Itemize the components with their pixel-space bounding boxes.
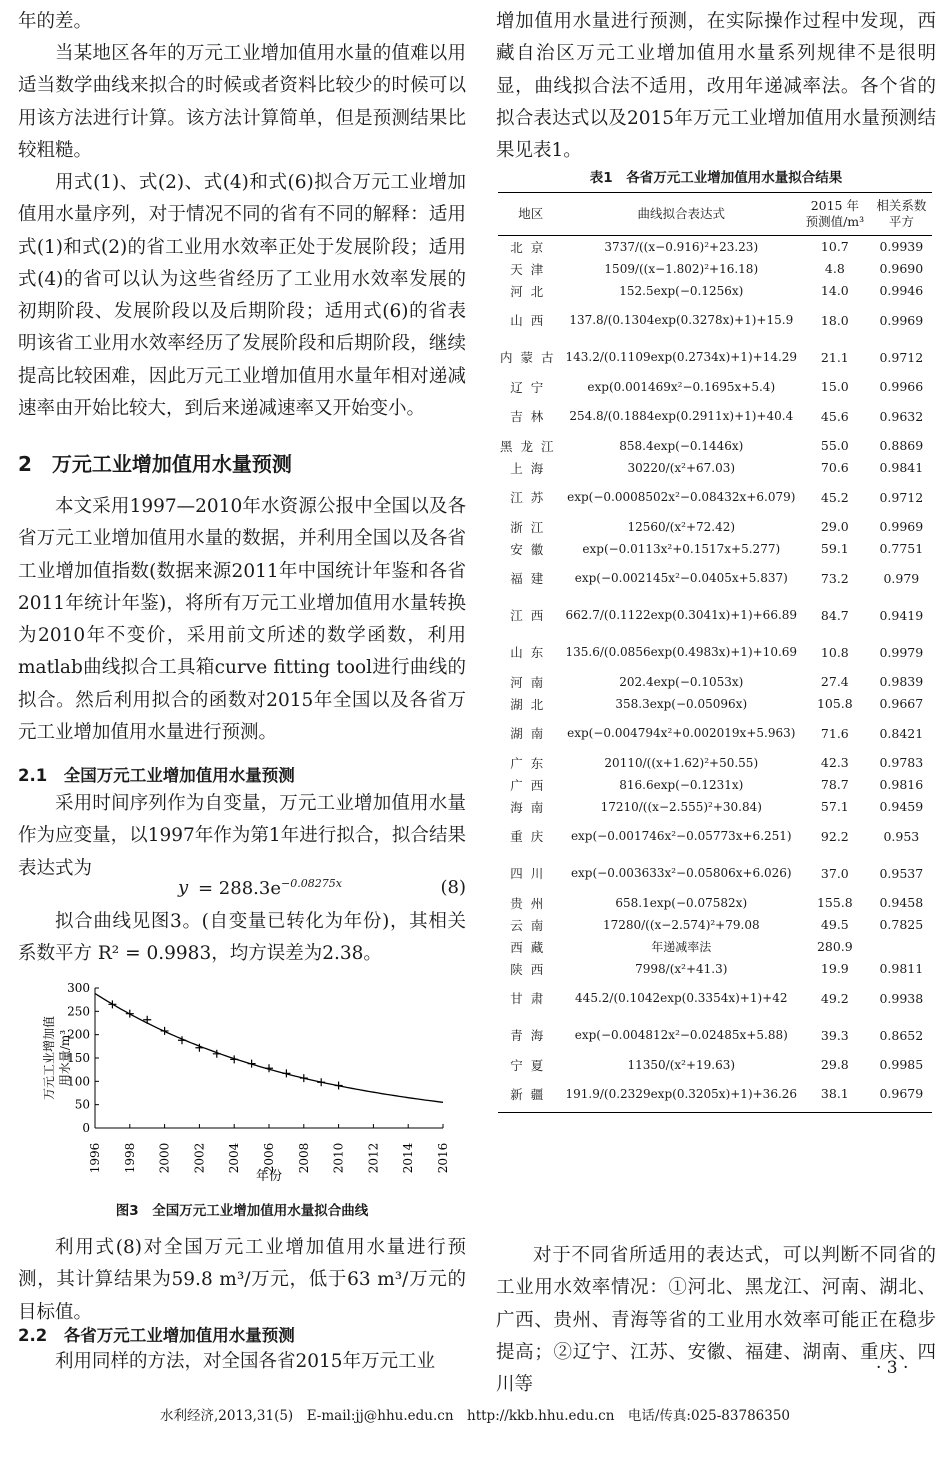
table-cell-expression: 30220/(x²+67.03) [627,460,736,475]
figure-3-chart [18,978,466,1183]
y-tick-label: 100 [67,1074,90,1089]
x-tick-label: 2006 [262,1142,276,1174]
table-cell-expression: 3737/((x−0.916)²+23.23) [604,239,759,254]
table-cell-region: 浙江 [510,519,552,535]
table-cell-r2: 0.9839 [879,674,924,689]
table-cell-prediction: 15.0 [820,379,849,394]
table-cell-prediction: 14.0 [820,283,849,298]
table-row [498,958,932,980]
table-cell-region: 山西 [510,313,552,328]
equation-rhs [198,877,342,899]
table-row [498,258,932,280]
table-cell-r2: 0.9816 [879,777,924,792]
table-cell-expression: exp(−0.004812x²−0.02485x+5.88) [574,1028,788,1042]
table-cell-region: 广西 [510,777,552,793]
table-cell-prediction: 42.3 [820,755,849,770]
table-cell-region: 吉林 [510,409,552,424]
table-cell-r2: 0.9979 [879,644,924,660]
table-cell-prediction: 27.4 [820,674,849,689]
y-tick-label: 250 [67,1004,90,1019]
table-cell-prediction: 73.2 [820,570,849,586]
x-tick-label: 1998 [122,1142,137,1174]
paragraph: 当某地区各年的万元工业增加值用水量的值难以用适当数学曲线来拟合的时候或者资料比较少的时候可以用该方法进行计算。该方法计算简单，但是预测结果比较粗糙。 [18,43,466,161]
table-cell-expression: exp(0.001469x²−0.1695x+5.4) [587,379,776,394]
paragraph: 年的差。 [18,11,93,32]
data-point-marker [248,1060,256,1068]
table-cell-region: 江西 [510,608,552,623]
table-cell-r2: 0.979 [883,570,920,586]
data-point-marker [300,1074,308,1082]
table-cell-prediction: 92.2 [820,828,849,844]
data-point-marker [143,1016,151,1024]
x-tick-label: 1996 [88,1142,102,1174]
page-number: · 3 · [876,1358,909,1378]
table-cell-r2: 0.9938 [879,990,924,1006]
table-cell-expression: 152.5exp(−0.1256x) [619,283,744,298]
table-cell-region: 湖南 [510,726,552,741]
section-heading: 2 万元工业增加值用水量预测 [18,452,292,476]
table-cell-expression: 191.9/(0.2329exp(0.3205x)+1)+36.26 [564,1076,800,1113]
table-cell-prediction: 59.1 [820,541,849,556]
table-cell-region: 天津 [510,261,552,277]
table-cell-r2: 0.9966 [879,379,924,394]
fit-curve [95,994,443,1103]
paragraph: 对于不同省所适用的表达式，可以判断不同省的工业用水效率情况：①河北、黑龙江、河南、湖北、广西、贵州、青海等省的工业用水效率可能正在稳步提高；②辽宁、江苏、安徽、福建、湖南、重庆、四川等 [496,1245,936,1396]
table-cell-prediction: 49.2 [820,990,849,1006]
table-cell-expression: exp(−0.002145x²−0.0405x+5.837) [574,571,788,585]
table-cell-prediction: 29.0 [820,519,849,534]
table-cell-expression: 20110/((x+1.62)²+50.55) [604,755,759,770]
table-cell-region: 陕西 [510,961,552,977]
x-tick-label: 2000 [157,1142,172,1174]
table-row [498,538,932,560]
x-tick-label: 2016 [436,1142,450,1174]
table-cell-expression: 7998/(x²+41.3) [635,961,728,976]
y-tick-label: 200 [67,1027,90,1042]
x-axis-label: 年份 [255,1169,283,1183]
table-cell-prediction: 155.8 [816,895,853,910]
table-cell-r2: 0.8652 [879,1027,924,1043]
table-cell-prediction: 45.2 [820,489,849,505]
data-point-marker [126,1010,134,1018]
table-row [498,376,932,398]
table-cell-region: 辽宁 [510,379,552,395]
data-point-marker [335,1082,343,1090]
figure-caption: 图3 全国万元工业增加值用水量拟合曲线 [115,1203,369,1219]
table-row [498,796,932,818]
x-tick-label: 2010 [331,1142,346,1174]
table-row [498,597,932,634]
paragraph: 利用同样的方法，对全国各省2015年万元工业 [55,1351,436,1372]
table-cell-region: 广东 [510,755,552,771]
table-1 [498,192,932,1113]
table-row [498,302,932,339]
table-row [498,516,932,538]
table-cell-r2: 0.9939 [879,239,924,255]
table-row [498,693,932,715]
table-row [498,457,932,479]
table-cell-prediction: 37.0 [820,865,849,881]
table-cell-expression: 816.6exp(−0.1231x) [619,777,744,792]
table-header: 曲线拟合表达式 [564,193,800,236]
table-cell-r2: 0.9841 [879,460,924,475]
table-cell-region: 上海 [510,460,552,476]
table-cell-prediction: 45.6 [820,408,849,424]
table-cell-expression: 858.4exp(−0.1446x) [619,438,744,453]
table-cell-prediction: 10.8 [820,644,849,660]
table-row [498,936,932,958]
subsection-heading: 2.1 全国万元工业增加值用水量预测 [18,766,295,785]
table-cell-r2: 0.9537 [879,865,924,881]
table-cell-region: 福建 [510,571,552,586]
table-cell-r2: 0.953 [883,828,920,844]
table-cell-expression: 202.4exp(−0.1053x) [619,674,744,689]
table-cell-r2: 0.8869 [879,438,924,453]
table-cell-prediction: 18.0 [820,312,849,328]
table-cell-prediction: 57.1 [820,799,849,814]
equation-lhs: y [178,877,189,898]
table-cell-r2: 0.9459 [879,799,924,814]
table-cell-r2: 0.9679 [871,1076,932,1113]
table-row [498,236,932,258]
y-tick-label: 0 [82,1121,90,1135]
table-cell-expression: 17210/((x−2.555)²+30.84) [600,799,762,814]
y-tick-label: 150 [67,1051,90,1065]
equation-exponent: −0.08275x [281,877,342,890]
x-tick-label: 2014 [401,1142,416,1174]
table-cell-r2: 0.7825 [879,917,924,932]
table-cell-region: 黑龙江 [500,438,562,454]
table-cell-region: 重庆 [510,829,552,844]
table-cell-expression: 135.6/(0.0856exp(0.4983x)+1)+10.69 [565,645,798,659]
table-row [498,774,932,796]
table-cell-expression: 143.2/(0.1109exp(0.2734x)+1)+14.29 [565,350,798,364]
x-tick-label: 2008 [296,1142,311,1174]
table-cell-prediction: 280.9 [816,939,853,954]
table-cell-region: 山东 [510,645,552,660]
equation-number: (8) [440,877,466,898]
table-cell-prediction: 78.7 [820,777,849,792]
table-cell-region: 湖北 [510,696,552,712]
table-cell-expression: exp(−0.004794x²+0.002019x+5.963) [567,726,796,740]
table-cell-prediction: 19.9 [820,961,849,976]
table-cell-r2: 0.9419 [879,607,924,623]
x-tick-label: 2004 [227,1142,242,1174]
table-cell-region: 新疆 [498,1076,564,1113]
table-cell-region: 北京 [510,239,552,255]
paragraph: 采用时间序列作为自变量，万元工业增加值用水量作为应变量，以1997年作为第1年进行拟合，拟合结果表达式为 [18,793,466,879]
table-row [498,855,932,892]
table-cell-expression: 445.2/(0.1042exp(0.3354x)+1)+42 [575,991,788,1005]
table-cell-region: 云南 [510,917,552,933]
table-cell-expression: exp(−0.0008502x²−0.08432x+6.079) [567,490,796,504]
table-cell-r2: 0.9783 [879,755,924,770]
table-cell-expression: 254.8/(0.1884exp(0.2911x)+1)+40.4 [569,409,794,423]
table-row [498,715,932,752]
table-cell-expression: 358.3exp(−0.05096x) [615,696,748,711]
data-point-marker [108,1000,116,1008]
table-cell-r2: 0.9969 [879,519,924,534]
table-cell-expression: exp(−0.001746x²−0.05773x+6.251) [570,829,792,843]
table-row [498,752,932,774]
table-row [498,671,932,693]
paragraph: 利用式(8)对全国万元工业增加值用水量进行预测，其计算结果为59.8 m³/万元，低于63 m³/万元的目标值。 [18,1237,466,1323]
table-row [498,818,932,855]
table-row [498,479,932,516]
data-point-marker [265,1064,273,1072]
table-row [498,339,932,376]
table-cell-region: 甘肃 [510,991,552,1006]
table-cell-expression: 662.7/(0.1122exp(0.3041x)+1)+66.89 [565,608,798,622]
table-row [498,435,932,457]
table-header: 相关系数 平方 [871,193,932,236]
table-cell-region: 内蒙古 [500,350,562,365]
table-cell-region: 江苏 [510,490,552,505]
paragraph: 增加值用水量进行预测，在实际操作过程中发现，西藏自治区万元工业增加值用水量系列规律不是很明显，曲线拟合法不适用，改用年递减率法。各个省的拟合表达式以及2015年万元工业增加值用水量预测结果见表1。 [496,11,936,162]
table-header: 地区 [498,193,564,236]
table-row [498,398,932,435]
table-cell-r2: 0.9690 [879,261,924,276]
table-cell-r2: 0.9985 [879,1057,924,1072]
table-cell-region: 四川 [510,866,552,881]
table-cell-prediction: 29.8 [820,1057,849,1072]
table-row [498,280,932,302]
paragraph: 拟合曲线见图3。(自变量已转化为年份)，其相关系数平方 R² = 0.9983，均方误差为2.38。 [18,911,466,965]
table-cell-r2: 0.9458 [879,895,924,910]
table-cell-prediction: 71.6 [820,725,849,741]
table-cell-r2: 0.9632 [879,408,924,424]
table-cell-expression: 12560/(x²+72.42) [627,519,736,534]
table-cell-expression: 年递减率法 [651,939,712,954]
table-cell-region: 海南 [510,799,552,815]
equation-base: = 288.3e [198,878,281,899]
paragraph: 用式(1)、式(2)、式(4)和式(6)拟合万元工业增加值用水量序列，对于情况不同的省有不同的解释：适用式(1)和式(2)的省工业用水效率正处于发展阶段；适用式(4)的省可以认为这些省经历了工业用水效率发展的初期阶段、发展阶段以及后期阶段；适用式(6)的省表明该省工业用水效率经历了发展阶段和后期阶段，继续提高比较困难，因此万元工业增加值用水量年相对递减速率由开始比较大，到后来递减速率又开始变小。 [18,172,466,420]
table-row [498,560,932,597]
table-cell-expression: 17280/((x−2.574)²+79.08 [602,917,760,932]
x-tick-label: 2002 [192,1142,207,1174]
y-axis-label: 万元工业增加值 用水量/m³ [42,1015,72,1101]
data-point-marker [282,1069,290,1077]
table-cell-r2: 0.9667 [879,696,924,711]
table-row [498,1076,932,1113]
table-cell-prediction: 21.1 [820,349,849,365]
table-cell-r2: 0.8421 [879,725,924,741]
table-cell-prediction: 84.7 [820,607,849,623]
table-cell-region: 青海 [510,1028,552,1043]
table-cell-expression: 137.8/(0.1304exp(0.3278x)+1)+15.9 [569,313,794,327]
table-cell-region: 宁夏 [510,1057,552,1073]
data-point-marker [161,1027,169,1035]
table-cell-region: 安徽 [510,541,552,557]
table-row [498,892,932,914]
table-cell-region: 贵州 [510,895,552,911]
table-cell-prediction: 55.0 [820,438,849,453]
table-cell-region: 河南 [510,674,552,690]
table-cell-prediction: 39.3 [820,1027,849,1043]
table-cell-r2: 0.7751 [879,541,924,556]
table-cell-r2: 0.9811 [879,961,924,976]
table-row [498,980,932,1017]
subsection-heading: 2.2 各省万元工业增加值用水量预测 [18,1326,295,1345]
table-cell-prediction: 70.6 [820,460,849,475]
table-row [498,1054,932,1076]
table-cell-expression: 11350/(x²+19.63) [627,1057,736,1072]
table-cell-prediction: 38.1 [799,1076,871,1113]
table-cell-region: 西藏 [510,939,552,955]
table-cell-prediction: 49.5 [820,917,849,932]
table-cell-prediction: 4.8 [824,261,845,276]
table-row [498,914,932,936]
table-cell-region: 河北 [510,283,552,299]
table-row [498,1017,932,1054]
y-tick-label: 300 [67,981,90,995]
equation-8 [18,873,466,907]
table-cell-prediction: 10.7 [820,239,849,255]
data-point-marker [230,1055,238,1063]
x-tick-label: 2012 [366,1142,381,1174]
table-cell-r2: 0.9712 [879,349,924,365]
table-caption: 表1 各省万元工业增加值用水量拟合结果 [589,170,843,186]
paragraph: 本文采用1997—2010年水资源公报中全国以及各省万元工业增加值用水量的数据，并利用全国以及各省工业增加值指数(数据来源2011年中国统计年鉴和各省2011年统计年鉴)，将所有万元工业增加值用水量转换为2010年不变价，采用前文所述的数学函数，利用matlab曲线拟合工具箱curve fitting tool进行曲线的拟合。然后利用拟合的函数对2015年全国以及各省万元工业增加值用水量进行预测。 [18,496,466,744]
table-header: 2015 年 预测值/m³ [799,193,871,236]
table-cell-expression: exp(−0.003633x²−0.05806x+6.026) [570,866,792,880]
table-cell-expression: 658.1exp(−0.07582x) [615,895,748,910]
table-cell-r2: 0.9712 [879,489,924,505]
table-cell-expression: exp(−0.0113x²+0.1517x+5.277) [582,541,781,556]
table-row [498,634,932,671]
table-cell-r2: 0.9969 [879,312,924,328]
y-tick-label: 50 [74,1097,90,1112]
table-cell-prediction: 105.8 [816,696,853,711]
data-point-marker [317,1078,325,1086]
table-cell-r2: 0.9946 [879,283,924,298]
table-cell-r2 [871,936,932,958]
table-cell-expression: 1509/((x−1.802)²+16.18) [604,261,759,276]
page-footer: 水利经济,2013,31(5) E-mail:jj@hhu.edu.cn http://kkb.hhu.edu.cn 电话/传真:025-83786350 [159,1408,791,1424]
